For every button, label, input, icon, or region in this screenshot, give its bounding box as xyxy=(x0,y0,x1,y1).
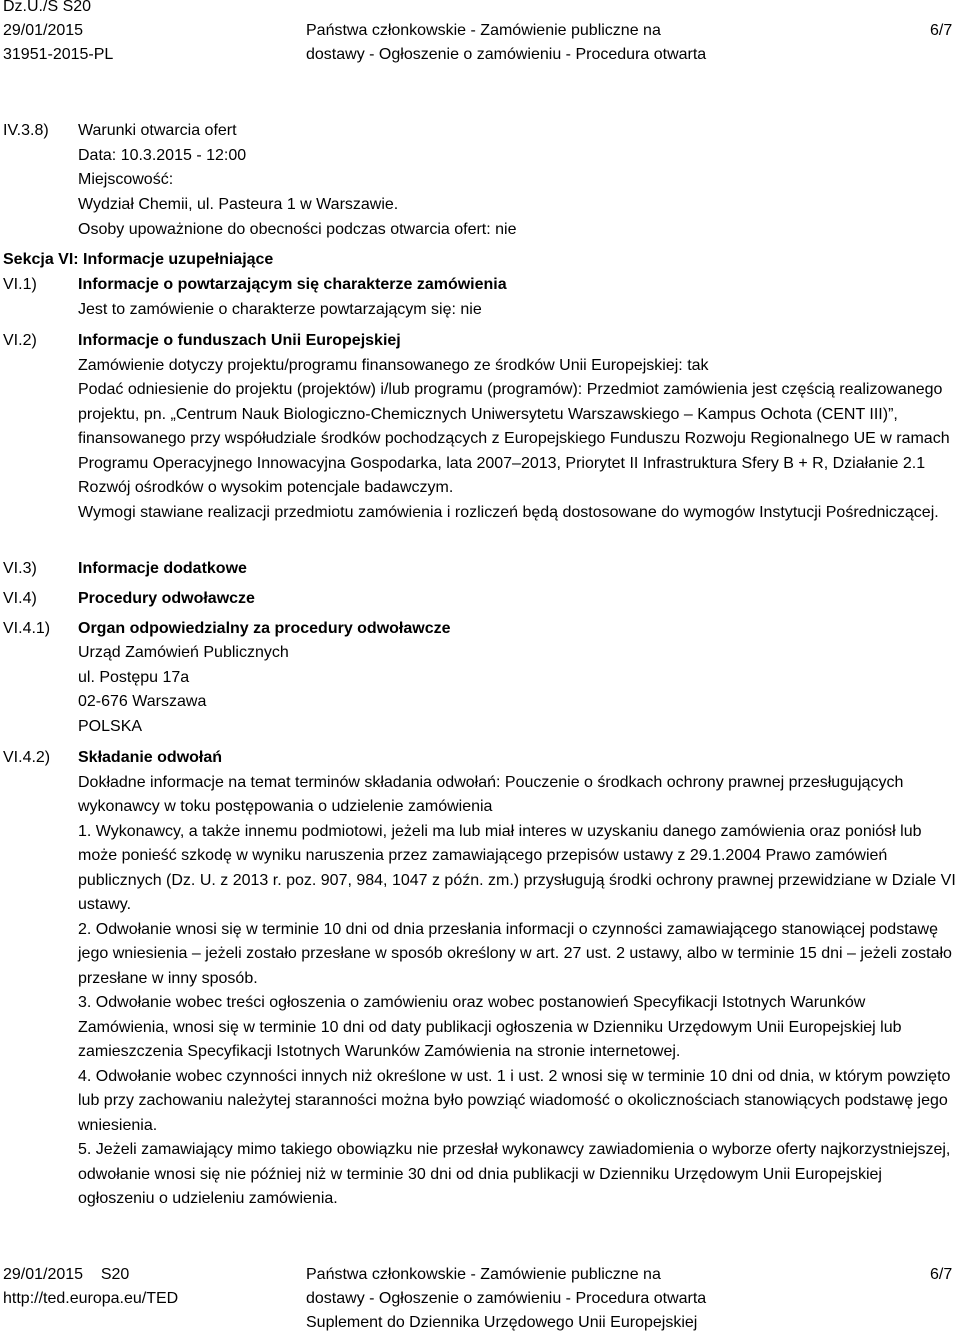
vi42-title: Składanie odwołań xyxy=(78,749,223,766)
header-left-3: 31951-2015-PL xyxy=(3,46,114,63)
vi4-title: Procedury odwoławcze xyxy=(78,590,255,607)
vi41-line: ul. Postępu 17a xyxy=(78,669,190,686)
iv38-line: Data: 10.3.2015 - 12:00 xyxy=(78,147,247,164)
vi41-line: Urząd Zamówień Publicznych xyxy=(78,644,289,661)
vi41-line: 02-676 Warszawa xyxy=(78,693,207,710)
vi1-title: Informacje o powtarzającym się charakterze zamówienia xyxy=(78,276,507,293)
vi2-number: VI.2) xyxy=(3,332,37,349)
header-center-2: dostawy - Ogłoszenie o zamówieniu - Procedura otwarta xyxy=(306,46,707,63)
vi41-number: VI.4.1) xyxy=(3,620,51,637)
vi41-line: POLSKA xyxy=(78,718,143,735)
vi42-block xyxy=(78,746,958,1212)
header-center-1: Państwa członkowskie - Zamówienie publiczne na xyxy=(306,22,661,39)
section-title: Sekcja VI: Informacje uzupełniające xyxy=(3,251,274,268)
iv38-line: Wydział Chemii, ul. Pasteura 1 w Warszawie. xyxy=(78,196,399,213)
iv38-number: IV.3.8) xyxy=(3,122,49,139)
vi1-text: Jest to zamówienie o charakterze powtarzającym się: nie xyxy=(78,301,482,318)
vi42-item: 2. Odwołanie wnosi się w terminie 10 dni od dnia przesłania informacji o czynności zamawiającego stanowiącej podstawę jego wniesienia – jeżeli zostało przesłane w sposób określony w art. 27 ust. 2 ustawy, albo w terminie 15 dni – jeżeli zostało przesłane w inny sposób. xyxy=(78,920,952,987)
vi42-number: VI.4.2) xyxy=(3,749,51,766)
vi41-title: Organ odpowiedzialny za procedury odwoławcze xyxy=(78,620,451,637)
vi3-title: Informacje dodatkowe xyxy=(78,560,247,577)
iv38-line: Osoby upoważnione do obecności podczas otwarcia ofert: nie xyxy=(78,221,517,238)
footer-left-2[interactable]: http://ted.europa.eu/TED xyxy=(3,1290,179,1307)
vi1-number: VI.1) xyxy=(3,276,37,293)
footer-page: 6/7 xyxy=(930,1266,953,1283)
header-page: 6/7 xyxy=(930,22,953,39)
vi2-paragraph: Podać odniesienie do projektu (projektów) i/lub programu (programów): Przedmiot zamówienia jest częścią realizowanego projektu, pn. „Centrum Nauk Biologiczno-Chemicznych Uniwersytetu Warszawskiego – Kampus Ochota (CENT III)”, finansowanego przy współudziale środków pochodzących z Europejskiego Funduszu Rozwoju Regionalnego UE w ramach Programu Operacyjnego Innowacyjna Gospodarka, lata 2007–2013, Priorytet II Infrastruktura Sfery B + R, Działanie 2.1 Rozwój ośrodków o wysokim potencjale badawczym. xyxy=(78,381,950,496)
vi2-paragraph: Wymogi stawiane realizacji przedmiotu zamówienia i rozliczeń będą dostosowane do wymogów Instytucji Pośredniczącej. xyxy=(78,503,939,521)
iv38-line: Miejscowość: xyxy=(78,171,174,188)
vi4-number: VI.4) xyxy=(3,590,37,607)
vi2-title: Informacje o funduszach Unii Europejskiej xyxy=(78,332,401,349)
vi42-item: 1. Wykonawcy, a także innemu podmiotowi, jeżeli ma lub miał interes w uzyskaniu danego zamówienia oraz poniósł lub może ponieść szkodę w wyniku naruszenia przez zamawiającego przepisów ustawy z 29.1.2004 Prawo zamówień publicznych (Dz. U. z 2013 r. poz. 907, 984, 1047 z późn. zm.) przysługują środki ochrony prawnej przewidziane w Dziale VI ustawy. xyxy=(78,822,956,913)
vi3-number: VI.3) xyxy=(3,560,37,577)
iv38-title: Warunki otwarcia ofert xyxy=(78,122,237,139)
footer-center-1: Państwa członkowskie - Zamówienie publiczne na xyxy=(306,1266,661,1283)
footer-center-2: dostawy - Ogłoszenie o zamówieniu - Procedura otwarta xyxy=(306,1290,707,1307)
header-left-1: Dz.U./S S20 xyxy=(3,0,92,15)
header-left-2: 29/01/2015 xyxy=(3,22,84,39)
vi42-intro: Dokładne informacje na temat terminów składania odwołań: Pouczenie o środkach ochrony prawnej przesługujących wykonawcy w toku postępowania o udzielenie zamówienia xyxy=(78,773,904,815)
vi42-item: 4. Odwołanie wobec czynności innych niż określone w ust. 1 i ust. 2 wnosi się w terminie 10 dni od dnia, w którym powzięto lub przy zachowaniu należytej staranności można było powziąć wiadomość o okolicznościach stanowiących podstawę jego wniesienia. xyxy=(78,1067,951,1134)
vi42-item: 5. Jeżeli zamawiający mimo takiego obowiązku nie przesłał wykonawcy zawiadomienia o wyborze oferty najkorzystniejszej, odwołanie wnosi się nie później niż w terminie 30 dni od dnia publikacji w Dzienniku Urzędowym Unii Europejskiej ogłoszeniu o udzieleniu zamówienia. xyxy=(78,1141,951,1207)
vi2-line1: Zamówienie dotyczy projektu/programu finansowanego ze środków Unii Europejskiej: tak xyxy=(78,356,709,374)
footer-left-1: 29/01/2015 S20 xyxy=(3,1266,130,1283)
vi2-block xyxy=(78,329,958,525)
vi42-item: 3. Odwołanie wobec treści ogłoszenia o zamówieniu oraz wobec postanowień Specyfikacji Istotnych Warunków Zamówienia, wnosi się w terminie 10 dni od daty publikacji ogłoszenia w Dzienniku Urzędowym Unii Europejskiej lub zamieszczenia Specyfikacji Istotnych Warunków Zamówienia na stronie internetowej. xyxy=(78,994,902,1060)
footer-center-3: Suplement do Dziennika Urzędowego Unii Europejskiej xyxy=(306,1314,698,1331)
